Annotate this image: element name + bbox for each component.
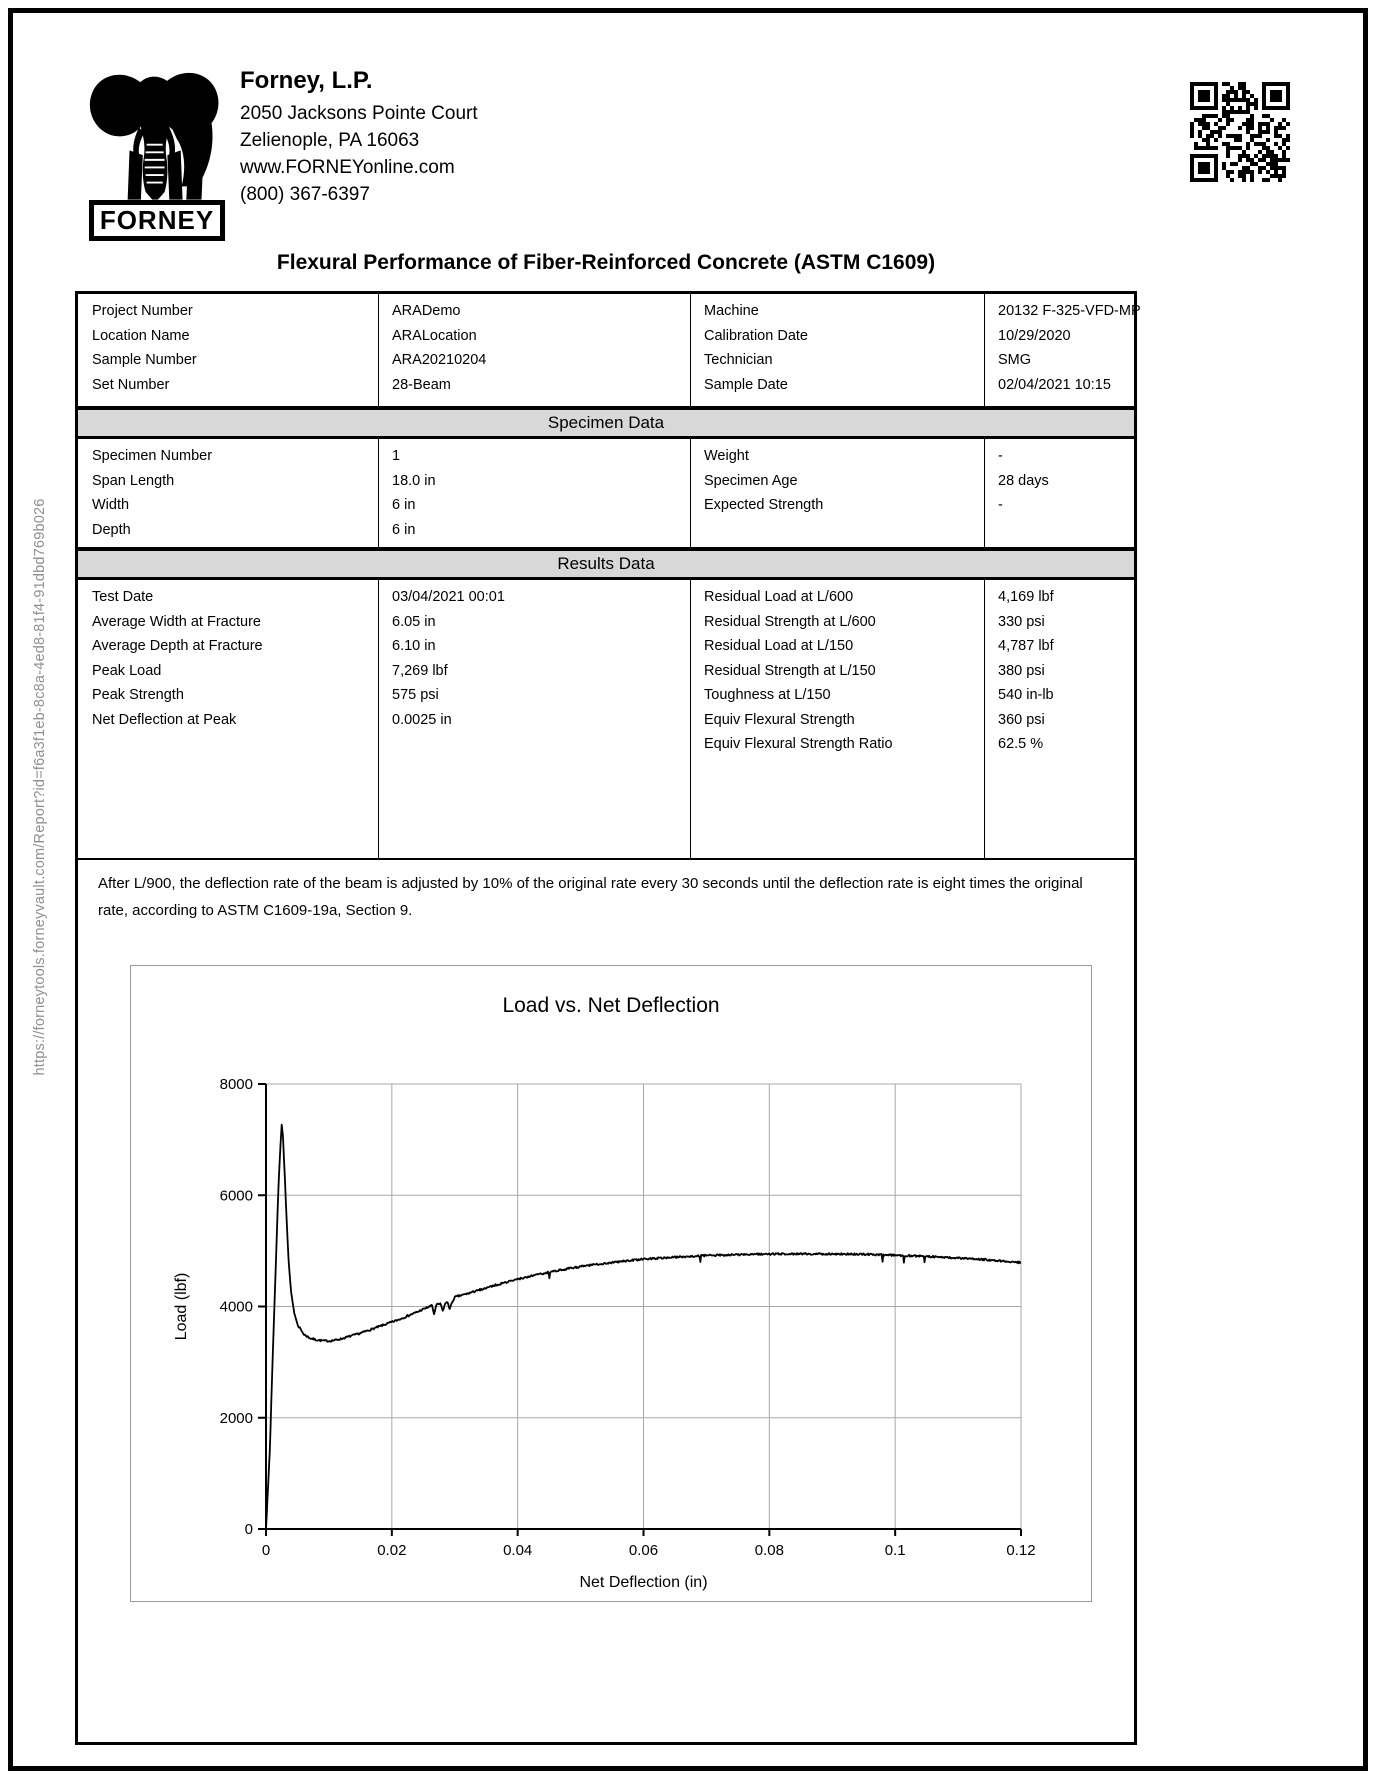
- field-label: Specimen Age: [704, 472, 798, 489]
- column-divider: [378, 439, 379, 547]
- column-divider: [984, 439, 985, 547]
- field-label: Peak Strength: [92, 687, 184, 703]
- field-value: 28-Beam: [392, 376, 451, 393]
- svg-text:0.06: 0.06: [628, 1542, 659, 1559]
- field-label: [690, 518, 984, 543]
- field-label: Location Name: [92, 327, 190, 344]
- field-value: 03/04/2021 00:01: [392, 589, 505, 605]
- field-value: 20132 F-325-VFD-MP: [998, 303, 1141, 319]
- forney-logo: [86, 56, 228, 241]
- company-address-line1: 2050 Jacksons Pointe Court: [240, 103, 478, 124]
- field-label: [78, 732, 378, 757]
- field-label: Test Date: [92, 589, 154, 605]
- field-value: 540 in-lb: [998, 687, 1054, 703]
- field-value: 6.10 in: [392, 638, 436, 654]
- svg-text:0: 0: [244, 1521, 253, 1538]
- svg-text:0.08: 0.08: [754, 1542, 784, 1559]
- field-label: Specimen Number: [92, 448, 213, 464]
- field-label: Net Deflection at Peak: [92, 711, 237, 728]
- field-value: 1: [392, 448, 401, 464]
- specimen-data-table: [78, 439, 1134, 547]
- field-value: 360 psi: [998, 711, 1045, 728]
- column-divider: [378, 580, 379, 858]
- field-value: -: [998, 497, 1003, 513]
- field-value: 02/04/2021 10:15: [998, 376, 1111, 393]
- field-label: Calibration Date: [704, 327, 808, 344]
- field-value: 28 days: [998, 472, 1049, 489]
- field-value: 0.0025 in: [392, 711, 452, 728]
- svg-text:2000: 2000: [219, 1409, 253, 1427]
- chart-box: [130, 965, 1092, 1602]
- field-value: 10/29/2020: [998, 327, 1071, 344]
- field-value: -: [998, 448, 1003, 464]
- field-value: 62.5 %: [998, 736, 1044, 752]
- field-label: Residual Strength at L/600: [704, 613, 876, 630]
- svg-text:0.12: 0.12: [1006, 1542, 1036, 1559]
- field-label: Weight: [704, 448, 749, 464]
- svg-text:0.04: 0.04: [503, 1542, 533, 1559]
- company-phone: (800) 367-6397: [240, 184, 370, 205]
- project-info-table: [78, 294, 1141, 406]
- field-value: 7,269 lbf: [392, 662, 448, 679]
- svg-text:Load vs. Net Deflection: Load vs. Net Deflection: [502, 994, 720, 1017]
- svg-text:4000: 4000: [219, 1298, 253, 1316]
- svg-text:6000: 6000: [219, 1187, 253, 1205]
- logo-wordmark: FORNEY: [89, 200, 225, 241]
- field-label: Machine: [704, 303, 759, 319]
- qr-code: [1188, 82, 1292, 182]
- company-info: [240, 66, 478, 208]
- svg-text:Net Deflection (in): Net Deflection (in): [579, 1574, 708, 1591]
- field-label: Span Length: [92, 472, 175, 489]
- column-divider: [690, 580, 691, 858]
- field-label: Sample Date: [704, 376, 788, 393]
- specimen-data-section-header: Specimen Data: [78, 406, 1134, 439]
- field-value: 4,169 lbf: [998, 589, 1054, 605]
- company-address-line2: Zelienople, PA 16063: [240, 130, 420, 151]
- column-divider: [690, 294, 691, 406]
- column-divider: [984, 294, 985, 406]
- column-divider: [984, 580, 985, 858]
- field-label: Residual Load at L/600: [704, 589, 854, 605]
- svg-text:Load (lbf): Load (lbf): [173, 1272, 190, 1341]
- field-value: 330 psi: [998, 613, 1045, 630]
- field-label: Average Depth at Fracture: [92, 638, 263, 654]
- field-value: [984, 518, 1134, 543]
- load-vs-net-deflection-chart: [131, 966, 1089, 1599]
- field-label: Toughness at L/150: [704, 687, 831, 703]
- svg-text:0.02: 0.02: [377, 1542, 407, 1559]
- company-name: Forney, L.P.: [240, 67, 373, 94]
- field-value: 6.05 in: [392, 613, 436, 630]
- field-label: Set Number: [92, 376, 170, 393]
- elephant-icon: [86, 56, 228, 206]
- field-value: 18.0 in: [392, 472, 436, 489]
- field-label: Residual Strength at L/150: [704, 662, 876, 679]
- field-label: Peak Load: [92, 662, 162, 679]
- results-data-table: [78, 580, 1134, 858]
- field-label: Equiv Flexural Strength: [704, 711, 855, 728]
- field-label: Technician: [704, 352, 773, 368]
- svg-text:8000: 8000: [219, 1076, 253, 1093]
- company-website: www.FORNEYonline.com: [240, 157, 455, 178]
- field-label: Average Width at Fracture: [92, 613, 261, 630]
- field-label: Width: [92, 497, 130, 513]
- field-value: 575 psi: [392, 687, 439, 703]
- report-url: https://forneytools.forneyvault.com/Report?id=f6a3f1eb-8c8a-4ed8-81f4-91dbd769b026: [32, 498, 48, 1076]
- field-label: Depth: [92, 521, 131, 538]
- results-data-section-header: Results Data: [78, 547, 1134, 580]
- field-value: 380 psi: [998, 662, 1045, 679]
- field-value: ARADemo: [392, 303, 461, 319]
- field-label: Project Number: [92, 303, 193, 319]
- svg-text:0.1: 0.1: [884, 1542, 906, 1559]
- field-value: 4,787 lbf: [998, 638, 1054, 654]
- field-label: Expected Strength: [704, 497, 824, 513]
- field-value: 6 in: [392, 497, 416, 513]
- svg-text:0: 0: [261, 1542, 271, 1559]
- report-body-frame: [75, 291, 1141, 1745]
- column-divider: [378, 294, 379, 406]
- method-note: After L/900, the deflection rate of the beam is adjusted by 10% of the original rate every 30 seconds until the deflection rate is eight times the original rate, according to ASTM C1609-19a, Section 9.: [78, 858, 1134, 924]
- field-value: 6 in: [392, 521, 416, 538]
- field-value: SMG: [998, 352, 1032, 368]
- field-value: ARA20210204: [392, 352, 487, 368]
- field-value: ARALocation: [392, 327, 477, 344]
- field-label: Sample Number: [92, 352, 197, 368]
- column-divider: [690, 439, 691, 547]
- field-label: Residual Load at L/150: [704, 638, 854, 654]
- field-value: [378, 732, 690, 757]
- field-label: Equiv Flexural Strength Ratio: [704, 736, 893, 752]
- report-title: Flexural Performance of Fiber-Reinforced Concrete (ASTM C1609): [276, 251, 936, 274]
